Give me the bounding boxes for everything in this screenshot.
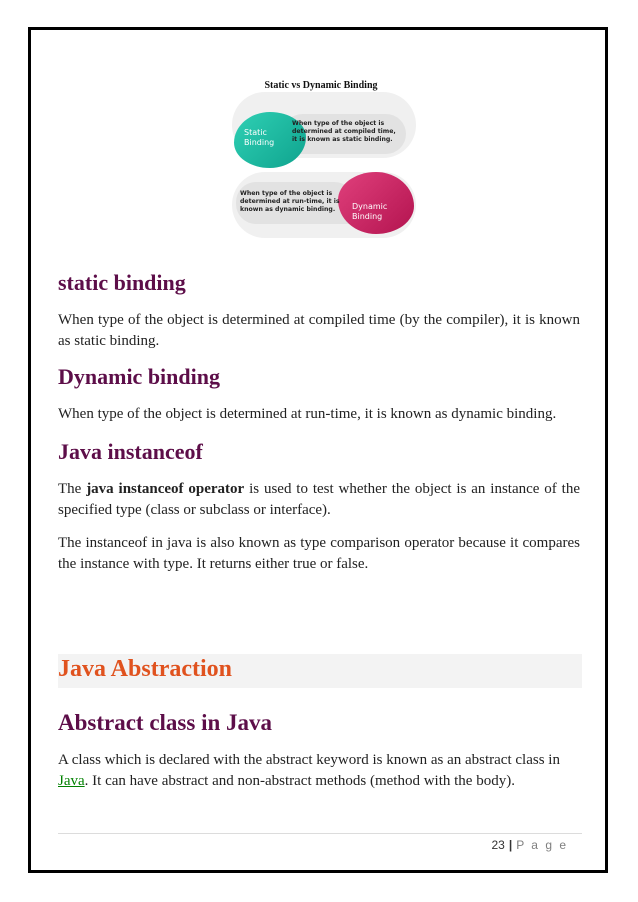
footer-rule xyxy=(58,833,582,834)
dynamic-binding-heading: Dynamic binding xyxy=(58,364,220,389)
dynamic-binding-paragraph: When type of the object is determined at run-time, it is known as dynamic binding. xyxy=(58,406,557,422)
static-text-line1: When type of the object is xyxy=(292,120,385,127)
dynamic-binding-description xyxy=(240,190,340,214)
page-label: P a g e xyxy=(516,838,568,852)
abstract-class-section xyxy=(58,710,580,792)
main-content xyxy=(58,270,580,575)
dynamic-label-line1: Dynamic xyxy=(352,202,388,211)
dynamic-text-line3: known as dynamic binding. xyxy=(240,206,336,213)
abstract-class-heading: Abstract class in Java xyxy=(58,710,273,735)
instanceof-prefix: The xyxy=(58,481,87,497)
abstract-class-paragraph xyxy=(58,750,580,792)
static-text-line2: determined at compiled time, xyxy=(292,128,396,135)
static-binding-description xyxy=(292,120,396,144)
static-binding-paragraph: When type of the object is determined at compiled time (by the compiler), it is known as static binding. xyxy=(58,312,580,349)
instanceof-suffix: is used to test whether the object is an instance of the specified type (class or subclass or interface). xyxy=(58,481,580,518)
dynamic-label-line2: Binding xyxy=(352,212,383,221)
instanceof-heading: Java instanceof xyxy=(58,439,203,464)
static-label-line2: Binding xyxy=(244,138,275,147)
static-binding-heading: static binding xyxy=(58,270,186,295)
instanceof-operator-term: java instanceof operator xyxy=(86,481,245,497)
abstract-suffix: . It can have abstract and non-abstract methods (method with the body). xyxy=(84,773,515,789)
static-label-line1: Static xyxy=(244,128,267,137)
dynamic-text-line1: When type of the object is xyxy=(240,190,333,197)
java-link[interactable]: Java xyxy=(58,773,85,789)
abstract-prefix: A class which is declared with the abstract keyword is known as an abstract class in xyxy=(58,752,560,768)
page-footer xyxy=(491,838,568,852)
dynamic-binding-label xyxy=(352,202,387,222)
page-number: 23 xyxy=(491,838,505,852)
footer-separator: | xyxy=(508,838,513,852)
static-text-line3: it is known as static binding. xyxy=(292,136,393,143)
binding-figure xyxy=(226,74,416,242)
instanceof-paragraph-2: The instanceof in java is also known as type comparison operator because it compares the instance with type. It returns either true or false. xyxy=(58,535,580,572)
java-abstraction-heading: Java Abstraction xyxy=(58,656,232,682)
dynamic-text-line2: determined at run-time, it is xyxy=(240,198,340,205)
static-binding-label xyxy=(244,128,274,148)
instanceof-paragraph-1 xyxy=(58,479,580,521)
figure-title: Static vs Dynamic Binding xyxy=(264,80,378,91)
